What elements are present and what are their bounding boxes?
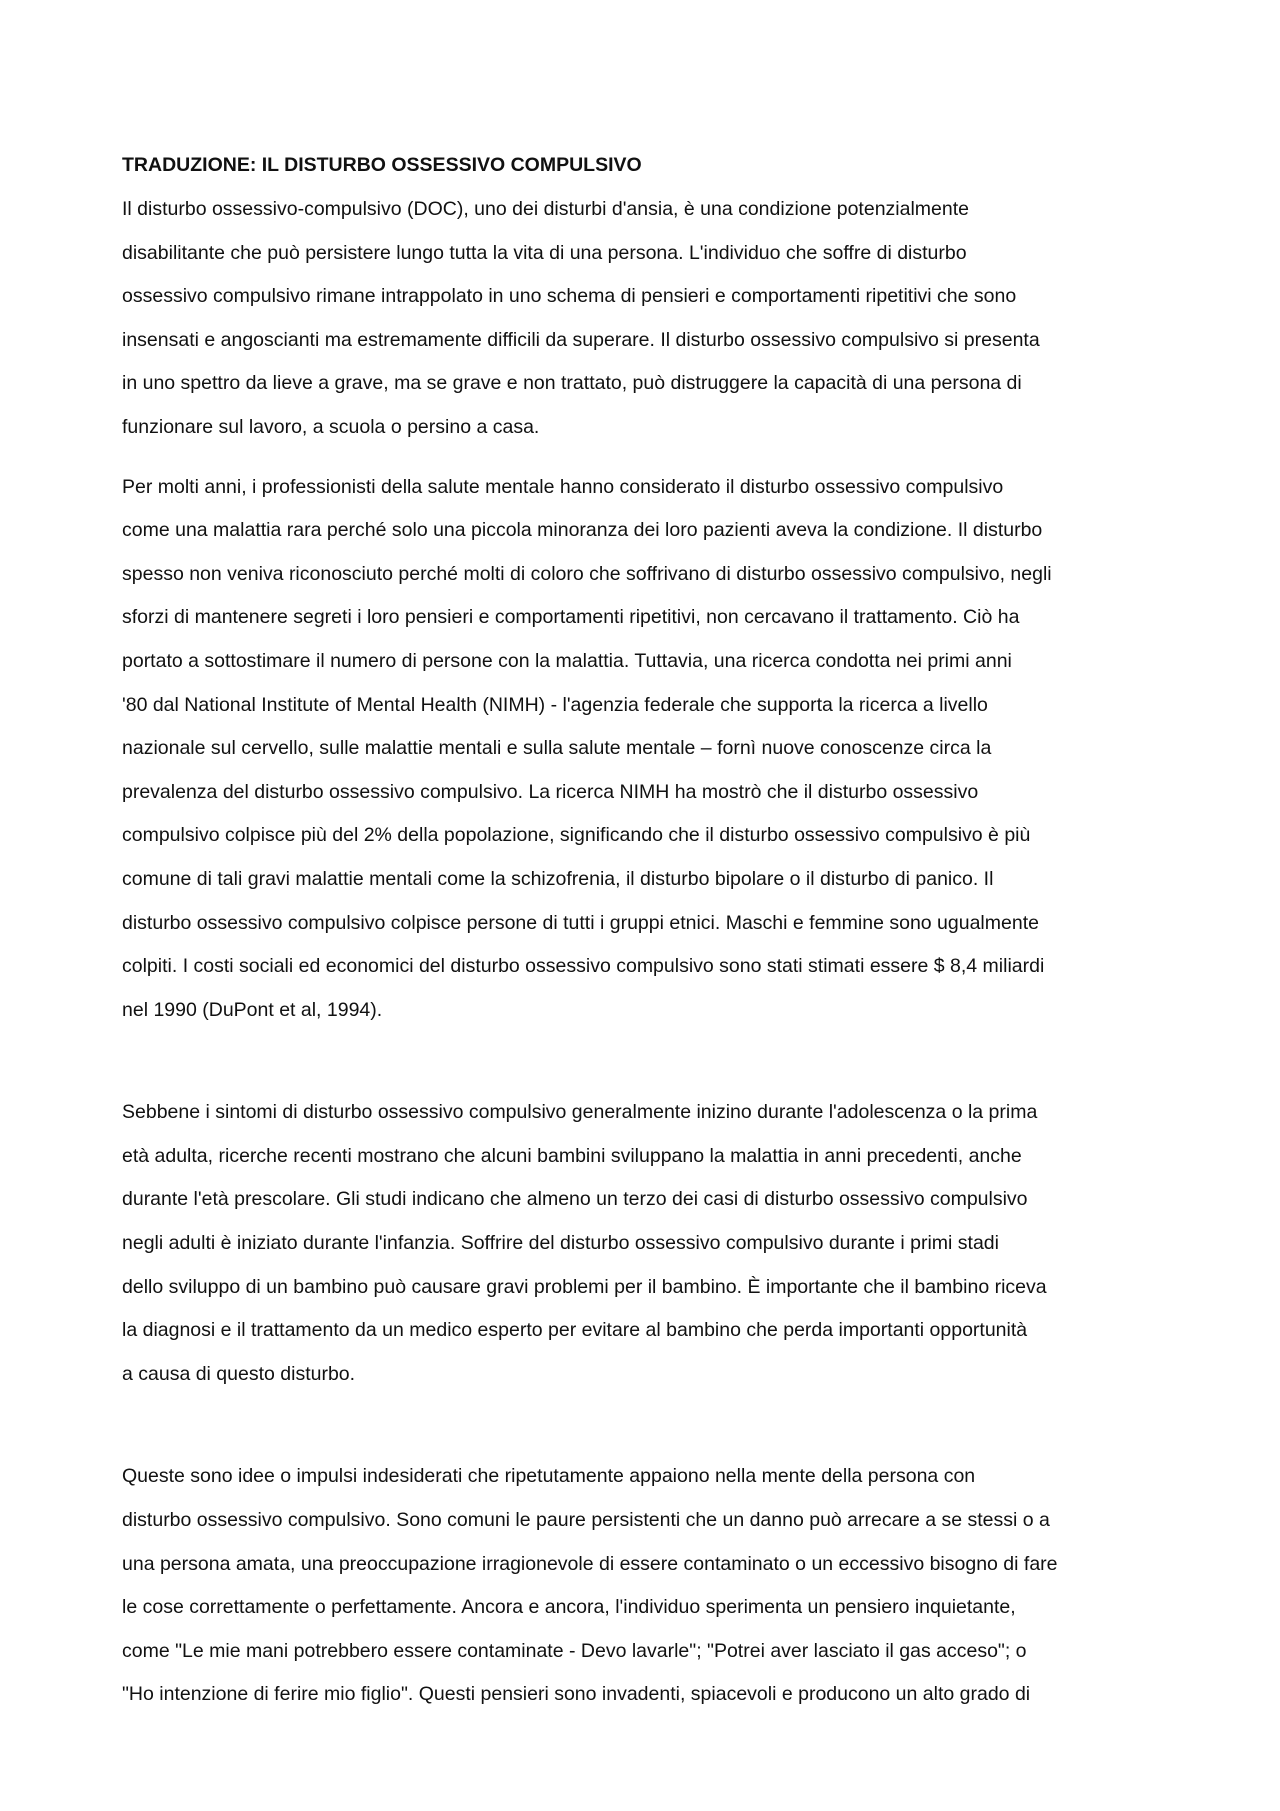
text-line: la diagnosi e il trattamento da un medico esperto per evitare al bambino che perda importanti opportunità [122,1319,1028,1342]
text-line: '80 dal National Institute of Mental Health (NIMH) - l'agenzia federale che supporta la ricerca a livello [122,693,988,716]
paragraph-onset [122,1091,1162,1396]
text-line: colpiti. I costi sociali ed economici del disturbo ossessivo compulsivo sono stati stimati essere $ 8,4 miliardi [122,955,1045,978]
text-line: Sebbene i sintomi di disturbo ossessivo compulsivo generalmente inizino durante l'adolescenza o la prima [122,1101,1038,1124]
text-line: disabilitante che può persistere lungo tutta la vita di una persona. L'individuo che soffre di disturbo [122,241,967,264]
text-line: negli adulti è iniziato durante l'infanzia. Soffrire del disturbo ossessivo compulsivo durante i primi stadi [122,1232,999,1255]
text-line: disturbo ossessivo compulsivo colpisce persone di tutti i gruppi etnici. Maschi e femmine sono ugualmente [122,911,1039,934]
text-line: insensati e angoscianti ma estremamente difficili da superare. Il disturbo ossessivo compulsivo si presenta [122,328,1040,351]
text-line: dello sviluppo di un bambino può causare gravi problemi per il bambino. È importante che il bambino riceva [122,1275,1047,1298]
text-line: Il disturbo ossessivo-compulsivo (DOC), uno dei disturbi d'ansia, è una condizione potenzialmente [122,198,969,220]
text-line: nazionale sul cervello, sulle malattie mentali e sulla salute mentale – fornì nuove conoscenze circa la [122,737,992,760]
text-line: una persona amata, una preoccupazione irragionevole di essere contaminato o un eccessivo bisogno di fare [122,1552,1058,1575]
text-line: funzionare sul lavoro, a scuola o persino a casa. [122,415,540,438]
text-line: prevalenza del disturbo ossessivo compulsivo. La ricerca NIMH ha mostrò che il disturbo ossessivo [122,780,979,803]
text-line: "Ho intenzione di ferire mio figlio". Questi pensieri sono invadenti, spiacevoli e producono un alto grado di [122,1683,1031,1706]
text-line: Per molti anni, i professionisti della salute mentale hanno considerato il disturbo ossessivo compulsivo [122,475,1004,498]
paragraph-obsessions [122,1455,1162,1717]
paragraph-history [122,466,1162,1033]
text-line: le cose correttamente o perfettamente. Ancora e ancora, l'individuo sperimenta un pensiero inquietante, [122,1596,1016,1619]
text-line: Queste sono idee o impulsi indesiderati che ripetutamente appaiono nella mente della persona con [122,1465,976,1488]
text-line: spesso non veniva riconosciuto perché molti di coloro che soffrivano di disturbo ossessivo compulsivo, negli [122,562,1052,585]
text-line: disturbo ossessivo compulsivo. Sono comuni le paure persistenti che un danno può arrecare a se stessi o a [122,1509,1050,1532]
text-line: a causa di questo disturbo. [122,1362,356,1385]
text-line: ossessivo compulsivo rimane intrappolato in uno schema di pensieri e comportamenti ripetitivi che sono [122,285,1017,308]
text-line: compulsivo colpisce più del 2% della popolazione, significando che il disturbo ossessivo compulsivo è più [122,824,1031,847]
document-body [122,150,1162,1717]
text-line: sforzi di mantenere segreti i loro pensieri e comportamenti ripetitivi, non cercavano il trattamento. Ciò ha [122,606,1020,629]
text-line: in uno spettro da lieve a grave, ma se grave e non trattato, può distruggere la capacità di una persona di [122,372,1022,395]
text-line: età adulta, ricerche recenti mostrano che alcuni bambini sviluppano la malattia in anni precedenti, anche [122,1144,1022,1167]
text-line: come "Le mie mani potrebbero essere contaminate - Devo lavarle"; "Potrei aver lasciato il gas acceso"; o [122,1639,1027,1662]
paragraph-intro [122,188,1162,450]
text-line: portato a sottostimare il numero di persone con la malattia. Tuttavia, una ricerca condotta nei primi anni [122,649,1012,672]
text-line: come una malattia rara perché solo una piccola minoranza dei loro pazienti aveva la condizione. Il disturbo [122,519,1043,542]
document-title: TRADUZIONE: IL DISTURBO OSSESSIVO COMPULSIVO [122,154,642,176]
text-line: durante l'età prescolare. Gli studi indicano che almeno un terzo dei casi di disturbo ossessivo compulsivo [122,1188,1028,1211]
text-line: nel 1990 (DuPont et al, 1994). [122,998,383,1021]
text-line: comune di tali gravi malattie mentali come la schizofrenia, il disturbo bipolare o il disturbo di panico. Il [122,867,994,890]
